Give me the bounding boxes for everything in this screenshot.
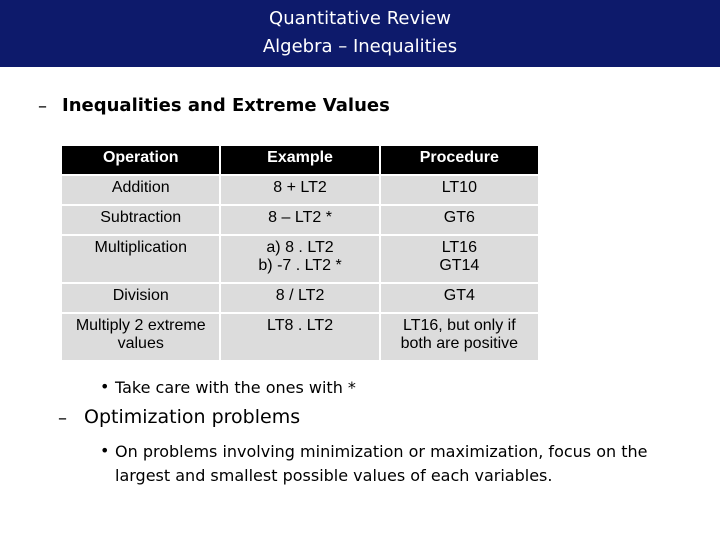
table-row xyxy=(62,206,538,234)
cell-procedure: GT4 xyxy=(381,284,538,312)
cell-procedure: LT10 xyxy=(381,176,538,204)
cell-procedure xyxy=(381,314,538,360)
cell-operation: Multiplication xyxy=(62,236,219,282)
cell-operation: Addition xyxy=(62,176,219,204)
header-title-line2: Algebra – Inequalities xyxy=(262,36,458,57)
cell-procedure: GT6 xyxy=(381,206,538,234)
section2-dash: – xyxy=(58,408,67,429)
cell-procedure-line-a: LT16, but only if xyxy=(403,317,516,334)
cell-example-line-b: b) -7 . LT2 * xyxy=(258,257,342,274)
cell-procedure-line-b: GT14 xyxy=(439,257,480,274)
cell-operation-line-b: values xyxy=(117,335,164,352)
section2-title: Optimization problems xyxy=(84,406,301,428)
cell-procedure-line-b: both are positive xyxy=(400,335,519,352)
section1-dash: – xyxy=(38,96,47,117)
cell-operation: Subtraction xyxy=(62,206,219,234)
table-header-row xyxy=(62,146,538,174)
cell-example: 8 – LT2 * xyxy=(221,206,378,234)
cell-procedure-line-a: LT16 xyxy=(441,239,477,256)
section1-title: Inequalities and Extreme Values xyxy=(62,95,390,116)
table-row xyxy=(62,176,538,204)
cell-example: 8 + LT2 xyxy=(221,176,378,204)
table-row xyxy=(62,284,538,312)
section2-text: On problems involving minimization or maximization, focus on the largest and smallest possible values of each variables. xyxy=(115,442,648,485)
table-row xyxy=(62,236,538,282)
column-header-example: Example xyxy=(221,146,378,174)
column-header-operation: Operation xyxy=(62,146,219,174)
slide-header xyxy=(0,0,720,67)
cell-example xyxy=(221,236,378,282)
cell-operation xyxy=(62,314,219,360)
cell-procedure xyxy=(381,236,538,282)
note-bullet: • xyxy=(100,377,110,396)
cell-operation-line-a: Multiply 2 extreme xyxy=(75,317,206,334)
note-text: Take care with the ones with * xyxy=(115,378,356,397)
cell-example-line-a: a) 8 . LT2 xyxy=(266,239,334,256)
table-row xyxy=(62,314,538,360)
column-header-procedure: Procedure xyxy=(381,146,538,174)
cell-operation: Division xyxy=(62,284,219,312)
cell-example: 8 / LT2 xyxy=(221,284,378,312)
inequalities-table xyxy=(60,144,540,362)
header-title-line1: Quantitative Review xyxy=(269,8,451,29)
cell-example: LT8 . LT2 xyxy=(221,314,378,360)
section2-bullet: • xyxy=(100,441,110,460)
